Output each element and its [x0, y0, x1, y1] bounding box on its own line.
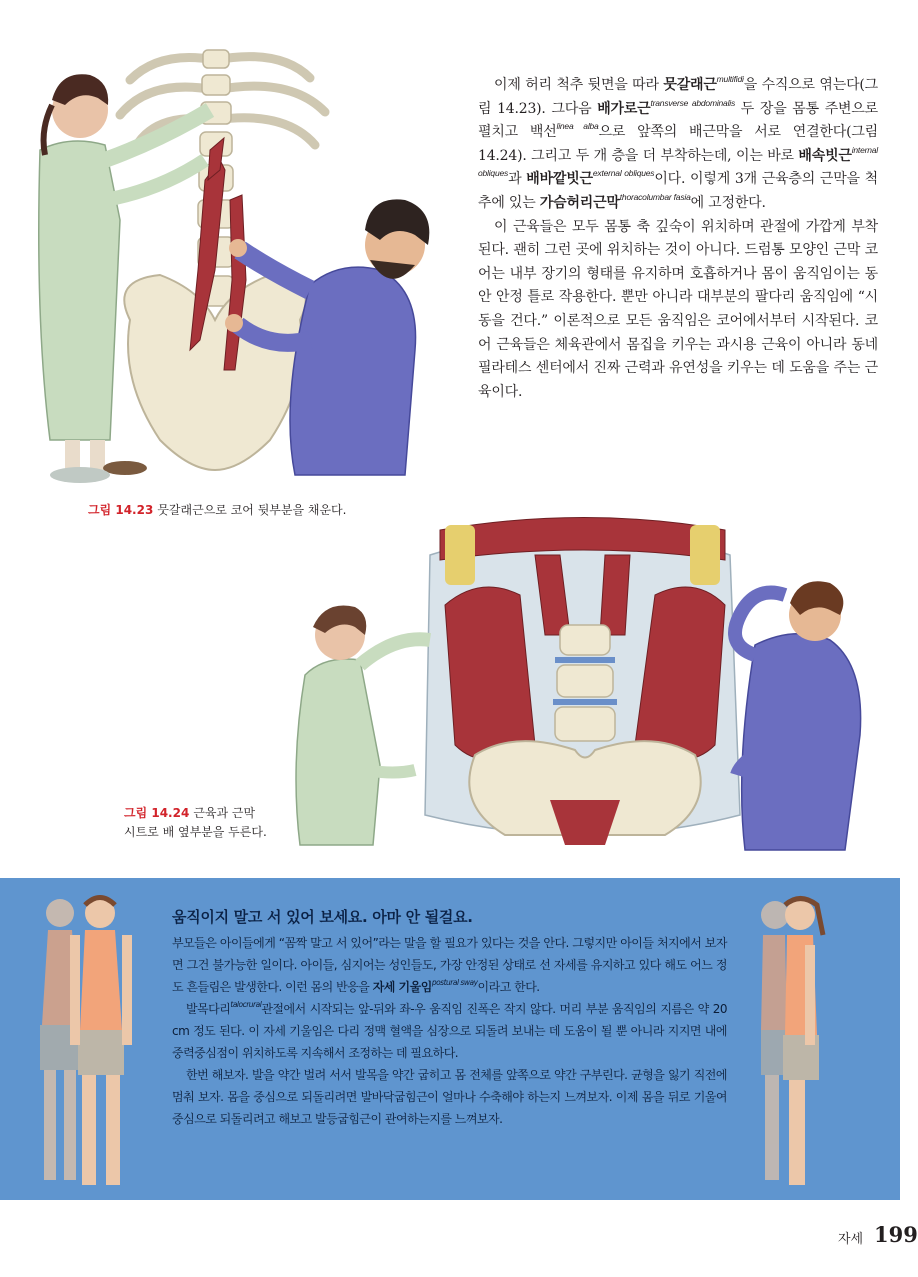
- postural-sway-front-illustration: [30, 885, 155, 1195]
- box-paragraph-1: [172, 932, 727, 998]
- text-run: 관절에서 시작되는 앞-뒤와 좌-우 움직임 진폭은 작지 않다. 머리 부분 움직임의 지름은 약 20 cm 정도 된다. 이 자세 기울임은 다리 정맥 혈액을 심장으로 되돌려 보내는 데 도움이 될 뿐 아니라 지지면 내에 중력중심점이 위치하도록 지속해서 조정하는 데 필요하다.: [172, 1002, 727, 1060]
- main-paragraph-2: 이 근육들은 모두 몸통 축 깊숙이 위치하며 관절에 가깝게 부착된다. 괜히 그런 곳에 위치하는 것이 아니다. 드럼통 모양인 근막 코어는 내부 장기의 형태를 유지하며 호흡하거나 몸이 움직임이는 동안 안정 틀로 작용한다. 뿐만 아니라 대부분의 팔다리 움직임에 “시동을 건다.” 이론적으로 모든 움직임은 코어에서부터 시작된다. 코어 근육들은 체육관에서 몸집을 키우는 과시용 근육이 아니라 동네 필라테스 센터에서 진짜 근력과 유연성을 키우는 데 도움을 주는 근육이다.: [478, 218, 878, 400]
- figure-14-23-illustration: [10, 20, 450, 490]
- latin-external-obliques: external obliques: [592, 168, 655, 179]
- text-run: 을 수직으로 엮는다(그림 14.23). 그다음: [478, 77, 878, 117]
- latin-linea-alba: linea alba: [556, 121, 599, 132]
- latin-postural-sway: postural sway: [431, 978, 478, 987]
- figure-label: 그림 14.24: [124, 806, 190, 820]
- rib-cartilage: [690, 525, 720, 585]
- lumbar-spine: [555, 625, 615, 741]
- term-postural-sway: 자세 기울임: [372, 980, 432, 994]
- term-transverse-abdominis: 배가로근: [597, 100, 651, 117]
- text-run: 이다. 이렇게 3개 근육층의 근막을 척추에 있는: [478, 171, 878, 211]
- figure-solid: [783, 899, 823, 1186]
- text-run: 이제 허리 척추 뒷면을 따라: [494, 77, 664, 93]
- main-text: [478, 74, 878, 404]
- text-run: 두 장을 몸통 주변으로 펼치고 백선: [478, 100, 878, 141]
- box-title: 움직이지 말고 서 있어 보세요. 아마 안 될걸요.: [172, 908, 473, 926]
- caption-text: 뭇갈래근으로 코어 뒷부분을 채운다.: [157, 503, 347, 517]
- latin-multifidi: multifidi: [716, 74, 744, 84]
- main-paragraph-1: [478, 74, 878, 216]
- box-text: [172, 932, 727, 1130]
- text-run: 과: [508, 171, 527, 188]
- latin-talocrural: talocrural: [230, 1000, 262, 1009]
- term-external-obliques: 배바깥빗근: [526, 171, 593, 188]
- caption-line-2: 시트로 배 옆부분을 두른다.: [124, 825, 267, 839]
- spinal-disc: [555, 657, 615, 663]
- page-number: 199: [874, 1222, 918, 1247]
- term-thoracolumbar-fascia: 가슴허리근막: [539, 194, 620, 211]
- latin-thoracolumbar-fascia: thoracolumbar fasia: [619, 191, 691, 202]
- rib-cartilage: [445, 525, 475, 585]
- pelvic-floor-muscle: [550, 800, 620, 845]
- text-run: 부모들은 아이들에게 “꼼짝 말고 서 있어”라는 말을 할 필요가 있다는 것을 안다. 그렇지만 아이들 처지에서 보자면 그건 불가능한 일이다. 아이들, 심지어는 성인들도, 가장 안정된 상태로 선 자세를 유지하고 있다 해도 어느 정도 흔들림은 발생한다. 이런 몸의 반응을: [172, 936, 727, 994]
- latin-transverse-abdominis: transverse abdominalis: [650, 97, 736, 108]
- term-internal-obliques: 배속빗근: [798, 147, 852, 164]
- text-run: 에 고정한다.: [690, 194, 766, 211]
- figure-14-24-caption: [124, 804, 267, 842]
- figure-14-24-illustration: [285, 515, 880, 850]
- postural-sway-side-illustration: [745, 890, 845, 1190]
- text-run: 발목다리: [186, 1002, 231, 1016]
- term-multifidi: 뭇갈래근: [663, 77, 717, 93]
- text-run: 이라고 한다.: [477, 980, 540, 994]
- woman-figure: [296, 606, 430, 845]
- text-run: 으로 앞쪽의 배근막을 서로 연결한다(그림 14.24). 그리고 두 개 층을 더 부착하는데, 이는 바로: [478, 124, 878, 164]
- section-label: 자세: [838, 1232, 864, 1247]
- caption-line-1: [124, 804, 267, 823]
- box-paragraph-2: [172, 998, 727, 1064]
- latin-internal-obliques: internal obliques: [478, 144, 878, 179]
- figure-label: 그림 14.23: [88, 503, 154, 517]
- man-figure: [735, 581, 861, 850]
- spinal-disc: [553, 699, 617, 705]
- caption-text: 근육과 근막: [193, 806, 256, 820]
- figure-solid: [70, 898, 132, 1186]
- box-paragraph-3: 한번 해보자. 발을 약간 벌려 서서 발목을 약간 굽히고 몸 전체를 앞쪽으로 약간 구부린다. 균형을 잃기 직전에 멈춰 보자. 몸을 중심으로 되돌리려면 발바닥굽힘근이 얼마나 수축해야 하는지 느껴보자. 이제 몸을 뒤로 기울여 중심으로 되돌리려고 해보고 발등굽힘근이 관여하는지를 느껴보자.: [172, 1068, 727, 1126]
